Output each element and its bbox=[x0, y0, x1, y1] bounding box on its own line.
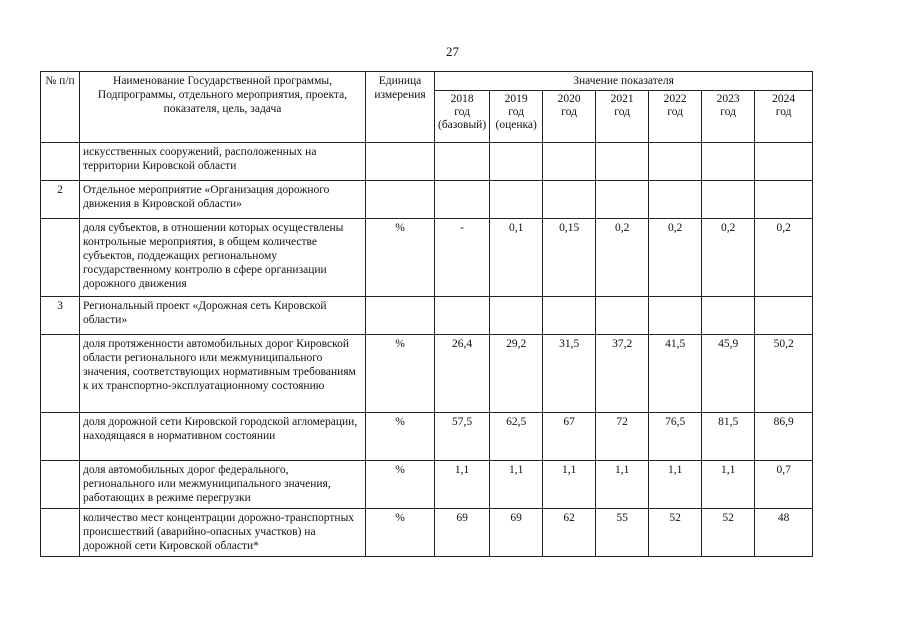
value-cell-2020 bbox=[543, 143, 596, 181]
header-num: № п/п bbox=[41, 72, 80, 143]
value-cell-2019: 69 bbox=[490, 509, 543, 557]
row-num-cell bbox=[41, 509, 80, 557]
table-row bbox=[41, 219, 813, 297]
value-cell-2024: 48 bbox=[755, 509, 813, 557]
value-cell-2019: 62,5 bbox=[490, 413, 543, 461]
value-cell-2020: 67 bbox=[543, 413, 596, 461]
row-num-cell bbox=[41, 413, 80, 461]
row-name-cell: искусственных сооружений, расположенных на территории Кировской области bbox=[80, 143, 366, 181]
header-year-2023: 2023 год bbox=[702, 91, 755, 143]
header-year-2022: 2022 год bbox=[649, 91, 702, 143]
header-name: Наименование Государственной программы, Подпрограммы, отдельного мероприятия, проекта, показателя, цель, задача bbox=[80, 72, 366, 143]
row-unit-cell: % bbox=[366, 461, 435, 509]
value-cell-2023: 81,5 bbox=[702, 413, 755, 461]
value-cell-2020 bbox=[543, 297, 596, 335]
table-row bbox=[41, 143, 813, 181]
value-cell-2023 bbox=[702, 143, 755, 181]
row-num-cell bbox=[41, 219, 80, 297]
row-name-cell: доля протяженности автомобильных дорог Кировской области регионального или межмуниципального значения, соответствующих нормативным требованиям к их транспортно-эксплуатационному состоянию bbox=[80, 335, 366, 413]
value-cell-2019: 0,1 bbox=[490, 219, 543, 297]
value-cell-2020: 31,5 bbox=[543, 335, 596, 413]
row-num-cell bbox=[41, 335, 80, 413]
value-cell-2021: 55 bbox=[596, 509, 649, 557]
header-year-2019: 2019 год (оценка) bbox=[490, 91, 543, 143]
value-cell-2018: 69 bbox=[435, 509, 490, 557]
row-name-cell: Отдельное мероприятие «Организация дорожного движения в Кировской области» bbox=[80, 181, 366, 219]
value-cell-2021: 1,1 bbox=[596, 461, 649, 509]
value-cell-2024: 86,9 bbox=[755, 413, 813, 461]
row-unit-cell: % bbox=[366, 219, 435, 297]
value-cell-2024 bbox=[755, 297, 813, 335]
row-unit-cell bbox=[366, 297, 435, 335]
value-cell-2018: 1,1 bbox=[435, 461, 490, 509]
value-cell-2018: 26,4 bbox=[435, 335, 490, 413]
row-name-cell: количество мест концентрации дорожно-транспортных происшествий (аварийно-опасных участков) на дорожной сети Кировской области* bbox=[80, 509, 366, 557]
value-cell-2022 bbox=[649, 181, 702, 219]
value-cell-2021: 37,2 bbox=[596, 335, 649, 413]
value-cell-2022: 76,5 bbox=[649, 413, 702, 461]
value-cell-2022: 41,5 bbox=[649, 335, 702, 413]
indicator-table bbox=[40, 71, 813, 557]
value-cell-2022: 52 bbox=[649, 509, 702, 557]
value-cell-2023 bbox=[702, 181, 755, 219]
header-values-group: Значение показателя bbox=[435, 72, 813, 91]
header-year-2024: 2024 год bbox=[755, 91, 813, 143]
value-cell-2022 bbox=[649, 143, 702, 181]
value-cell-2020 bbox=[543, 181, 596, 219]
value-cell-2021 bbox=[596, 181, 649, 219]
row-num-cell: 3 bbox=[41, 297, 80, 335]
value-cell-2019: 29,2 bbox=[490, 335, 543, 413]
value-cell-2018: - bbox=[435, 219, 490, 297]
row-unit-cell bbox=[366, 181, 435, 219]
value-cell-2021: 0,2 bbox=[596, 219, 649, 297]
value-cell-2023: 52 bbox=[702, 509, 755, 557]
value-cell-2024 bbox=[755, 143, 813, 181]
header-year-2021: 2021 год bbox=[596, 91, 649, 143]
row-name-cell: доля дорожной сети Кировской городской агломерации, находящаяся в нормативном состоянии bbox=[80, 413, 366, 461]
value-cell-2021 bbox=[596, 297, 649, 335]
row-unit-cell bbox=[366, 143, 435, 181]
value-cell-2019 bbox=[490, 143, 543, 181]
value-cell-2018 bbox=[435, 181, 490, 219]
value-cell-2020: 0,15 bbox=[543, 219, 596, 297]
table-row bbox=[41, 335, 813, 413]
value-cell-2023: 45,9 bbox=[702, 335, 755, 413]
row-unit-cell: % bbox=[366, 509, 435, 557]
value-cell-2024: 50,2 bbox=[755, 335, 813, 413]
value-cell-2019: 1,1 bbox=[490, 461, 543, 509]
value-cell-2018 bbox=[435, 297, 490, 335]
value-cell-2023 bbox=[702, 297, 755, 335]
header-year-2020: 2020 год bbox=[543, 91, 596, 143]
value-cell-2019 bbox=[490, 181, 543, 219]
row-num-cell: 2 bbox=[41, 181, 80, 219]
value-cell-2020: 1,1 bbox=[543, 461, 596, 509]
value-cell-2018 bbox=[435, 143, 490, 181]
header-unit: Единица измерения bbox=[366, 72, 435, 143]
value-cell-2021: 72 bbox=[596, 413, 649, 461]
value-cell-2024: 0,2 bbox=[755, 219, 813, 297]
page-number: 27 bbox=[446, 44, 459, 59]
table-body bbox=[41, 143, 813, 557]
value-cell-2024: 0,7 bbox=[755, 461, 813, 509]
row-unit-cell: % bbox=[366, 413, 435, 461]
value-cell-2022 bbox=[649, 297, 702, 335]
table-row bbox=[41, 413, 813, 461]
value-cell-2023: 0,2 bbox=[702, 219, 755, 297]
table-row bbox=[41, 297, 813, 335]
value-cell-2018: 57,5 bbox=[435, 413, 490, 461]
row-num-cell bbox=[41, 461, 80, 509]
value-cell-2020: 62 bbox=[543, 509, 596, 557]
value-cell-2023: 1,1 bbox=[702, 461, 755, 509]
row-name-cell: доля автомобильных дорог федерального, регионального или межмуниципального значения, работающих в режиме перегрузки bbox=[80, 461, 366, 509]
table-row bbox=[41, 509, 813, 557]
value-cell-2024 bbox=[755, 181, 813, 219]
table-row bbox=[41, 461, 813, 509]
value-cell-2022: 0,2 bbox=[649, 219, 702, 297]
row-name-cell: доля субъектов, в отношении которых осуществлены контрольные мероприятия, в общем количестве субъектов, поддежащих региональному государственному контролю в сфере организации дорожного движения bbox=[80, 219, 366, 297]
table-row bbox=[41, 181, 813, 219]
header-year-2018: 2018 год (базовый) bbox=[435, 91, 490, 143]
value-cell-2019 bbox=[490, 297, 543, 335]
row-num-cell bbox=[41, 143, 80, 181]
row-name-cell: Региональный проект «Дорожная сеть Кировской области» bbox=[80, 297, 366, 335]
row-unit-cell: % bbox=[366, 335, 435, 413]
value-cell-2021 bbox=[596, 143, 649, 181]
value-cell-2022: 1,1 bbox=[649, 461, 702, 509]
